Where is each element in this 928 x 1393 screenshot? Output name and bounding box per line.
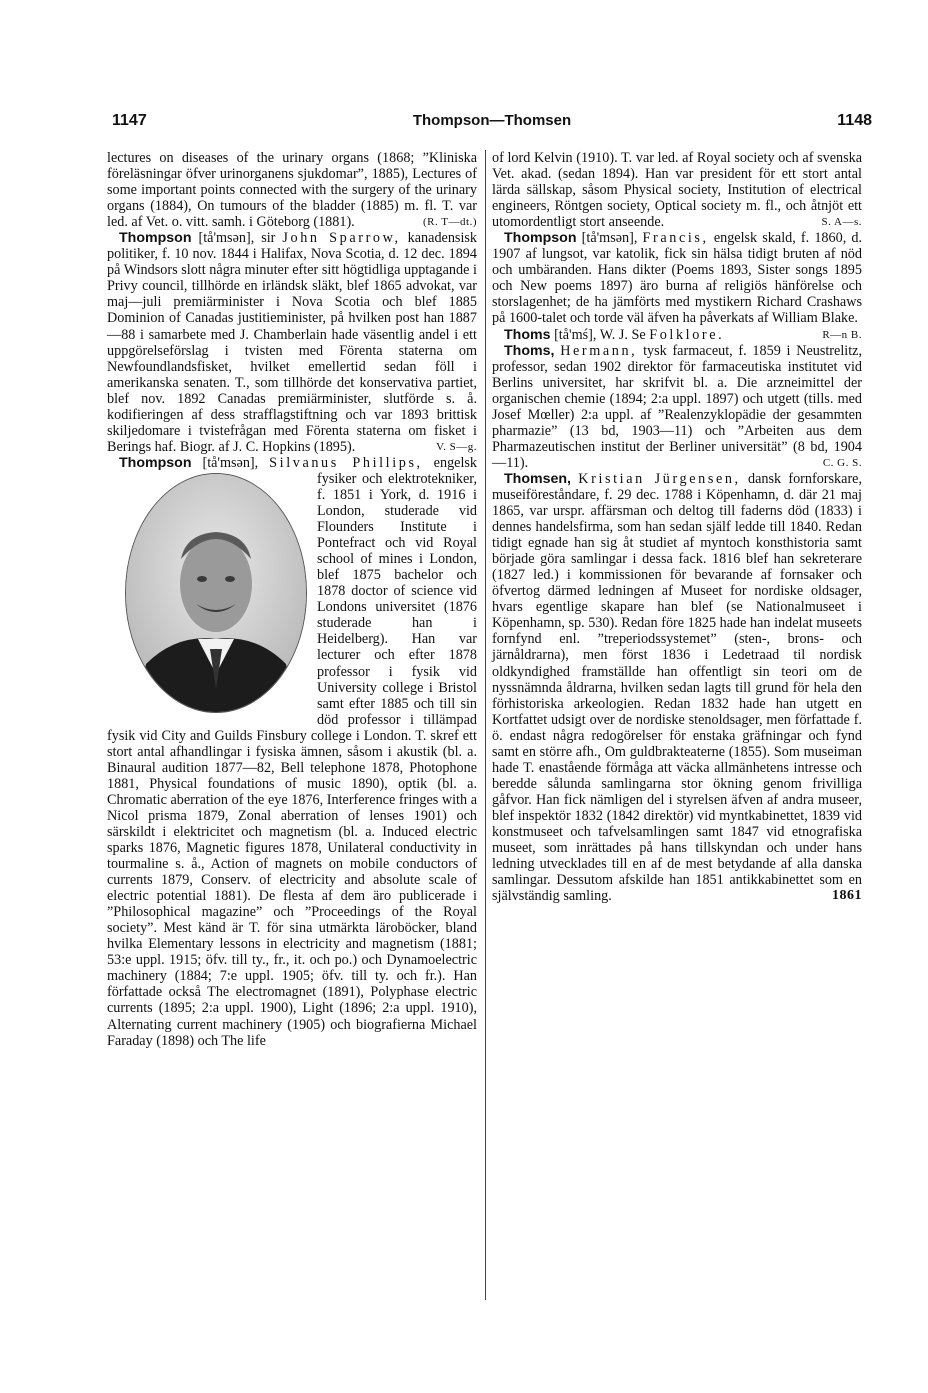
entry-thoms-hermann xyxy=(492,343,862,471)
right-column xyxy=(492,150,862,904)
cross-reference: Folklore. xyxy=(649,326,725,343)
entry-headword: Thompson xyxy=(119,454,192,471)
entry-headword: Thomsen, xyxy=(504,470,572,487)
entry-given-names: John Sparrow, xyxy=(282,230,401,247)
entry-pronunciation: [tå'msən], xyxy=(202,454,259,471)
entry-pronunciation: [tå'msən], sir xyxy=(198,230,276,247)
entry-given-names: Silvanus Phillips, xyxy=(269,454,423,471)
entry-text: engelsk skald, f. 1860, d. 1907 af lungsot, var katolik, fick sin hälsa tidigt bruten af nöd och umbäranden. Hans dikter (Poems 1893, Sister songs 1895 och New poems 1897) äro burna af religiös hänförelse och storslagenhet; de ha jämförts med mystikern Richard Crashaws på 1600-talet och torde väl äfven ha påverkats af William Blake. xyxy=(492,230,863,327)
entry-headword: Thoms, xyxy=(504,342,555,359)
entry-continuation xyxy=(492,150,862,230)
entry-text: dansk fornforskare, museiföreståndare, f. 29 dec. 1788 i Köpenhamn, d. där 21 maj 1865, var urspr. affärsman och deltog till faderns död (1833) i dennes handelsfirma, som han sedan själf ledde till 1840. Redan tidigt egnade han sig åt studiet af myntoch konsthistoria samt började göra samlingar i dessa fack. 1816 blef han sekreterare (1827 led.) i kommissionen för bevarande af fornsaker och öfvertog därmed ledningen af Museet for nordiske oldsager, hvars egentlige skapare han blef (se Nationalmuseet i Köpenhamn, sp. 530). Redan före 1825 hade han indelat museets fornfynd enl. ”treperiodssystemet” (sten-, brons- och järnåldrarna), men först 1836 i Ledetraad til nordisk oldkyndighed framställde han offentligt sin teori om de nyssnämnda åldrarna, hvilken sedan lagts till grund för hela den förhistoriska arkeologien. Redan 1832 hade han utgett en Kortfattet udsigt over de nordiske stenoldsager, men författade f. ö. endast några redogörelser för enstaka gräfningar och fynd samt en större afh., Om guldbrakteaterne (1855). Som museiman hade T. enastående förmåga att väcka allmänhetens intresse och beredde sålunda samlingarna stor ökning genom frivilliga gåfvor. Han fick nämligen del i styrelsen äfven af andra museer, blef inspektör 1832 (1842 direktör) vid myntkabinettet, 1839 vid konstmuseet och tafvelsamlingen samt 1847 vid etnografiska museet, som inrättades på hans tillskyndan och under hans ledning utvecklades till en af de mest betydande af alla danska samlingar. Dessutom afskilde han 1851 antikkabinettet som en självständig samling. xyxy=(492,470,863,905)
portrait-photo xyxy=(125,473,307,713)
entry-text: lectures on diseases of the urinary organs (1868; ”Kliniska föreläsningar öfver urinorganens sjukdomar”, 1885), Lectures of some important points connected with the surgery of the urinary organs (1884), On tumours of the bladder (1885) m. fl. T. var led. af Vet. o. vitt. samh. i Göteborg (1881). xyxy=(107,150,477,231)
running-head: Thompson—Thomsen xyxy=(412,112,572,129)
entry-text: of lord Kelvin (1910). T. var led. af Royal society och af svenska Vet. akad. (sedan 1894). Han var president för ett stort antal lärda sällskap, såsom Physical society, Institution of electrical engineers, Röntgen society, Optical society m. fl., och åtnjöt ett utomordentligt stort anseende. xyxy=(492,150,862,231)
entry-continuation xyxy=(107,150,477,230)
author-signature: (R. T—dt.) xyxy=(423,216,477,229)
entry-text: engelsk fysiker och elektrotekniker, f. 1851 i York, d. 1916 i London, studerade vid Flounders Institute i Pontefract och vid Royal school of mines i London, blef 1875 bachelor och 1878 doctor of science vid Londons universitet (1876 studerade han i Heidelberg). Han var lecturer och efter 1878 professor i fysik vid University college i Bristol samt efter 1885 och till sin död professor i tillämpad fysik vid City and Guilds Finsbury college i London. T. skref ett stort antal afhandlingar i fysiska ämnen, såsom i akustik (bl. a. Binaural audition 1877—82, Bell telephone 1878, Photophone 1881, Physical foundations of music 1890), optik (bl. a. Chromatic aberration of the eye 1876, Interference fringes with a Nicol prisma 1879, Zonal aberration of lenses 1901) och särskildt i elektricitet och magnetism (bl. a. Induced electric sparks 1876, Magnetic figures 1878, Unilateral conductivity in tourmaline s. å., Action of magnets on mobile conductors of currents 1879, Conserv. of electricity and absolute scale of electric potential 1881). De flesta af dem äro publicerade i ”Philosophical magazine” och ”Proceedings of the Royal society”. Mest känd är T. för sina utmärkta läroböcker, bland hvilka Elementary lessons in electricity and magnetism (1881; 53:e uppl. 1915; öfv. till ty., fr., it. och po.) och Dynamoelectric machinery (1884; 7:e uppl. 1905; öfv. till ty. och fr.). Han författade också The electromagnet (1891), Polyphase electric currents (1895; 2:a uppl. 1900), Light (1896; 2:a uppl. 1910), Alternating current machinery (1905) och biografierna Michael Faraday (1898) och The life xyxy=(107,454,478,1049)
entry-thomsen-kristian xyxy=(492,471,862,904)
author-signature: V. S—g. xyxy=(436,440,477,453)
entry-headword: Thompson xyxy=(119,230,192,247)
entry-headword: Thoms xyxy=(504,326,551,343)
page-header xyxy=(112,112,872,136)
entry-text: tysk farmaceut, f. 1859 i Neustrelitz, professor, sedan 1902 direktor för farmaceutiska institutet vid Berlins universitet, har skrifvit bl. a. Die arzneimittel der organischen chemie (1894; 2:a uppl. 1897) och utgett (tills. med Josef Mœller) 2:a uppl. af ”Realenzyklopädie der gesammten pharmazie” (13 bd, 1903—11) och ”Arbeiten aus dem Pharmazeutischen institut der Berliner universität” (8 bd, 1904—11). xyxy=(492,342,862,471)
right-page-number: 1148 xyxy=(837,112,872,129)
entry-text: [tå'mś], W. J. Se xyxy=(554,326,646,343)
entry-pronunciation: [tå'msən], xyxy=(581,230,638,247)
column-number-footer: 1861 xyxy=(832,888,862,904)
entry-headword: Thompson xyxy=(504,230,577,247)
entry-text: kanadensisk politiker, f. 10 nov. 1844 i Halifax, Nova Scotia, d. 12 dec. 1894 på Windsors slott några minuter efter sitt högtidliga upptagande i Privy council, tillhörde en irländsk släkt, blef 1865 advokat, var maj—juli premiärminister i Nova Scotia och blef 1885 Dominion of Canadas justitieminister, på hvilken post han 1887—88 i samarbete med J. Chamberlain hade väsentlig andel i ett uppgörelseförslag i tvisten med Förenta staterna om Newfoundlandsfisket, hvilket emellertid sedan föll i amerikanska senaten. T., som tillhörde det konservativa partiet, blef nov. 1892 Canadas premiärminister, slutförde s. å. kodifieringen af dess strafflagstiftning och var 1893 brittisk skiljedomare i tvistefrågan med Förenta staterna om fisket i Berings haf. Biogr. af J. C. Hopkins (1895). xyxy=(107,230,478,455)
author-signature: C. G. S. xyxy=(822,456,862,469)
entry-given-names: Kristian Jürgensen, xyxy=(578,470,741,487)
left-page-number: 1147 xyxy=(112,112,147,129)
author-signature: R—n B. xyxy=(822,328,862,341)
entry-given-names: Hermann, xyxy=(560,342,638,359)
author-signature: S. A—s. xyxy=(821,216,862,229)
left-column xyxy=(107,150,477,1049)
entry-thoms-wj xyxy=(492,327,862,343)
entry-thompson-john xyxy=(107,230,477,455)
column-divider xyxy=(485,150,486,1300)
entry-thompson-silvanus xyxy=(107,455,477,1049)
entry-given-names: Francis, xyxy=(642,230,709,247)
